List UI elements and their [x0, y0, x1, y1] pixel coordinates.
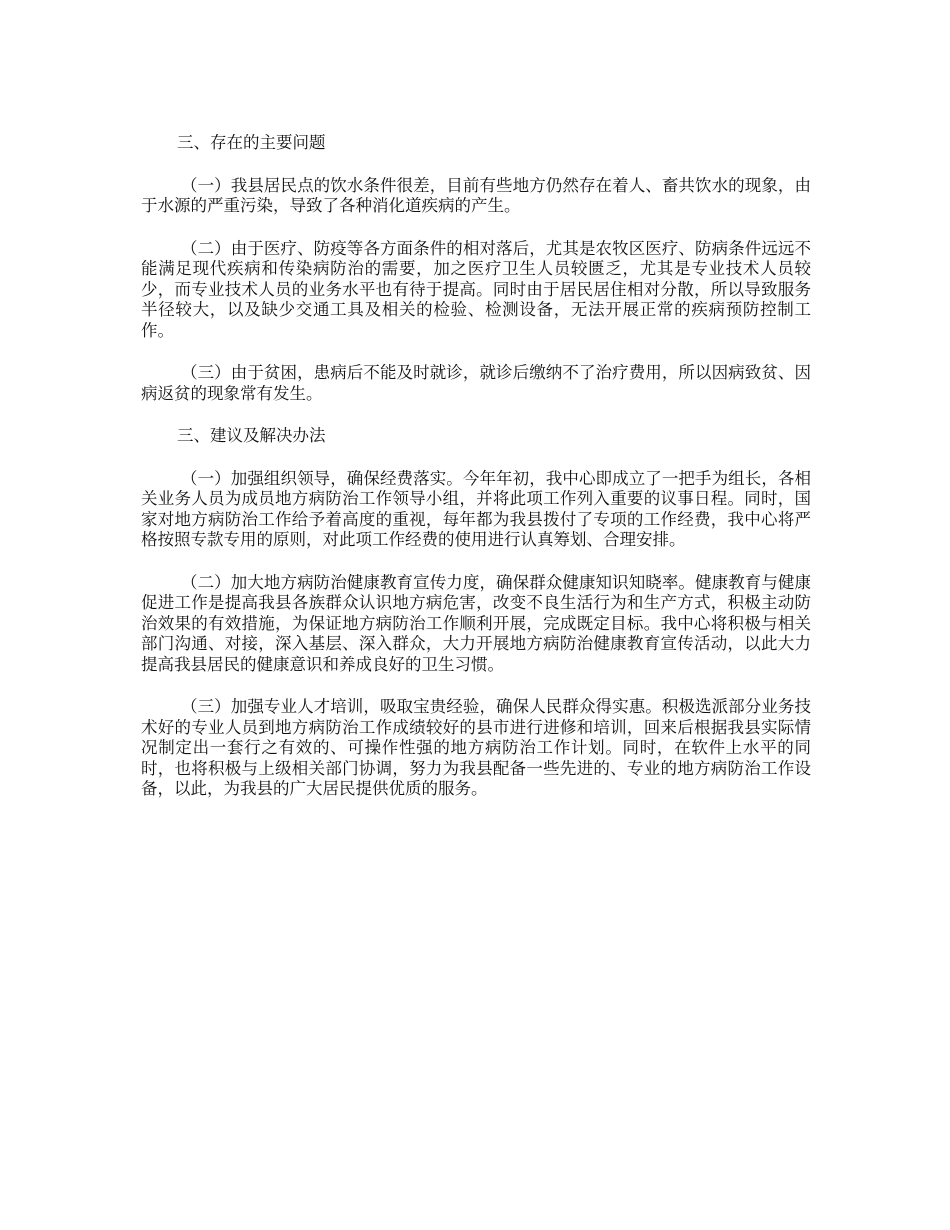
- section-heading-suggestions: 三、建议及解决办法: [177, 426, 326, 445]
- document-body: [141, 133, 811, 800]
- paragraph-problem-3: （三）由于贫困，患病后不能及时就诊，就诊后缴纳不了治疗费用，所以因病致贫、因病返贫的现象常有发生。: [141, 363, 811, 403]
- paragraph-suggestion-3: （三）加强专业人才培训，吸取宝贵经验，确保人民群众得实惠。积极选派部分业务技术好的专业人员到地方病防治工作成绩较好的县市进行进修和培训，回来后根据我县实际情况制定出一套行之有效的、可操作性强的地方病防治工作计划。同时，在软件上水平的同时，也将积极与上级相关部门协调，努力为我县配备一些先进的、专业的地方病防治工作设备，以此，为我县的广大居民提供优质的服务。: [141, 697, 811, 798]
- paragraph-problem-2: （二）由于医疗、防疫等各方面条件的相对落后，尤其是农牧区医疗、防病条件远远不能满足现代疾病和传染病防治的需要，加之医疗卫生人员较匮乏，尤其是专业技术人员较少，而专业技术人员的业务水平也有待于提高。同时由于居民居住相对分散，所以导致服务半径较大，以及缺少交通工具及相关的检验、检测设备，无法开展正常的疾病预防控制工作。: [141, 238, 811, 340]
- section-heading-problems: 三、存在的主要问题: [177, 133, 326, 152]
- paragraph-problem-1: （一）我县居民点的饮水条件很差，目前有些地方仍然存在着人、畜共饮水的现象，由于水源的严重污染，导致了各种消化道疾病的产生。: [141, 175, 811, 215]
- paragraph-suggestion-2: （二）加大地方病防治健康教育宣传力度，确保群众健康知识知晓率。健康教育与健康促进工作是提高我县各族群众认识地方病危害，改变不良生活行为和生产方式，积极主动防治效果的有效措施，为保证地方病防治工作顺利开展，完成既定目标。我中心将积极与相关部门沟通、对接，深入基层、深入群众，大力开展地方病防治健康教育宣传活动，以此大力提高我县居民的健康意识和养成良好的卫生习惯。: [141, 572, 811, 674]
- paragraph-suggestion-1: （一）加强组织领导，确保经费落实。今年年初，我中心即成立了一把手为组长，各相关业务人员为成员地方病防治工作领导小组，并将此项工作列入重要的议事日程。同时，国家对地方病防治工作给予着高度的重视，每年都为我县拨付了专项的工作经费，我中心将严格按照专款专用的原则，对此项工作经费的使用进行认真筹划、合理安排。: [141, 468, 811, 549]
